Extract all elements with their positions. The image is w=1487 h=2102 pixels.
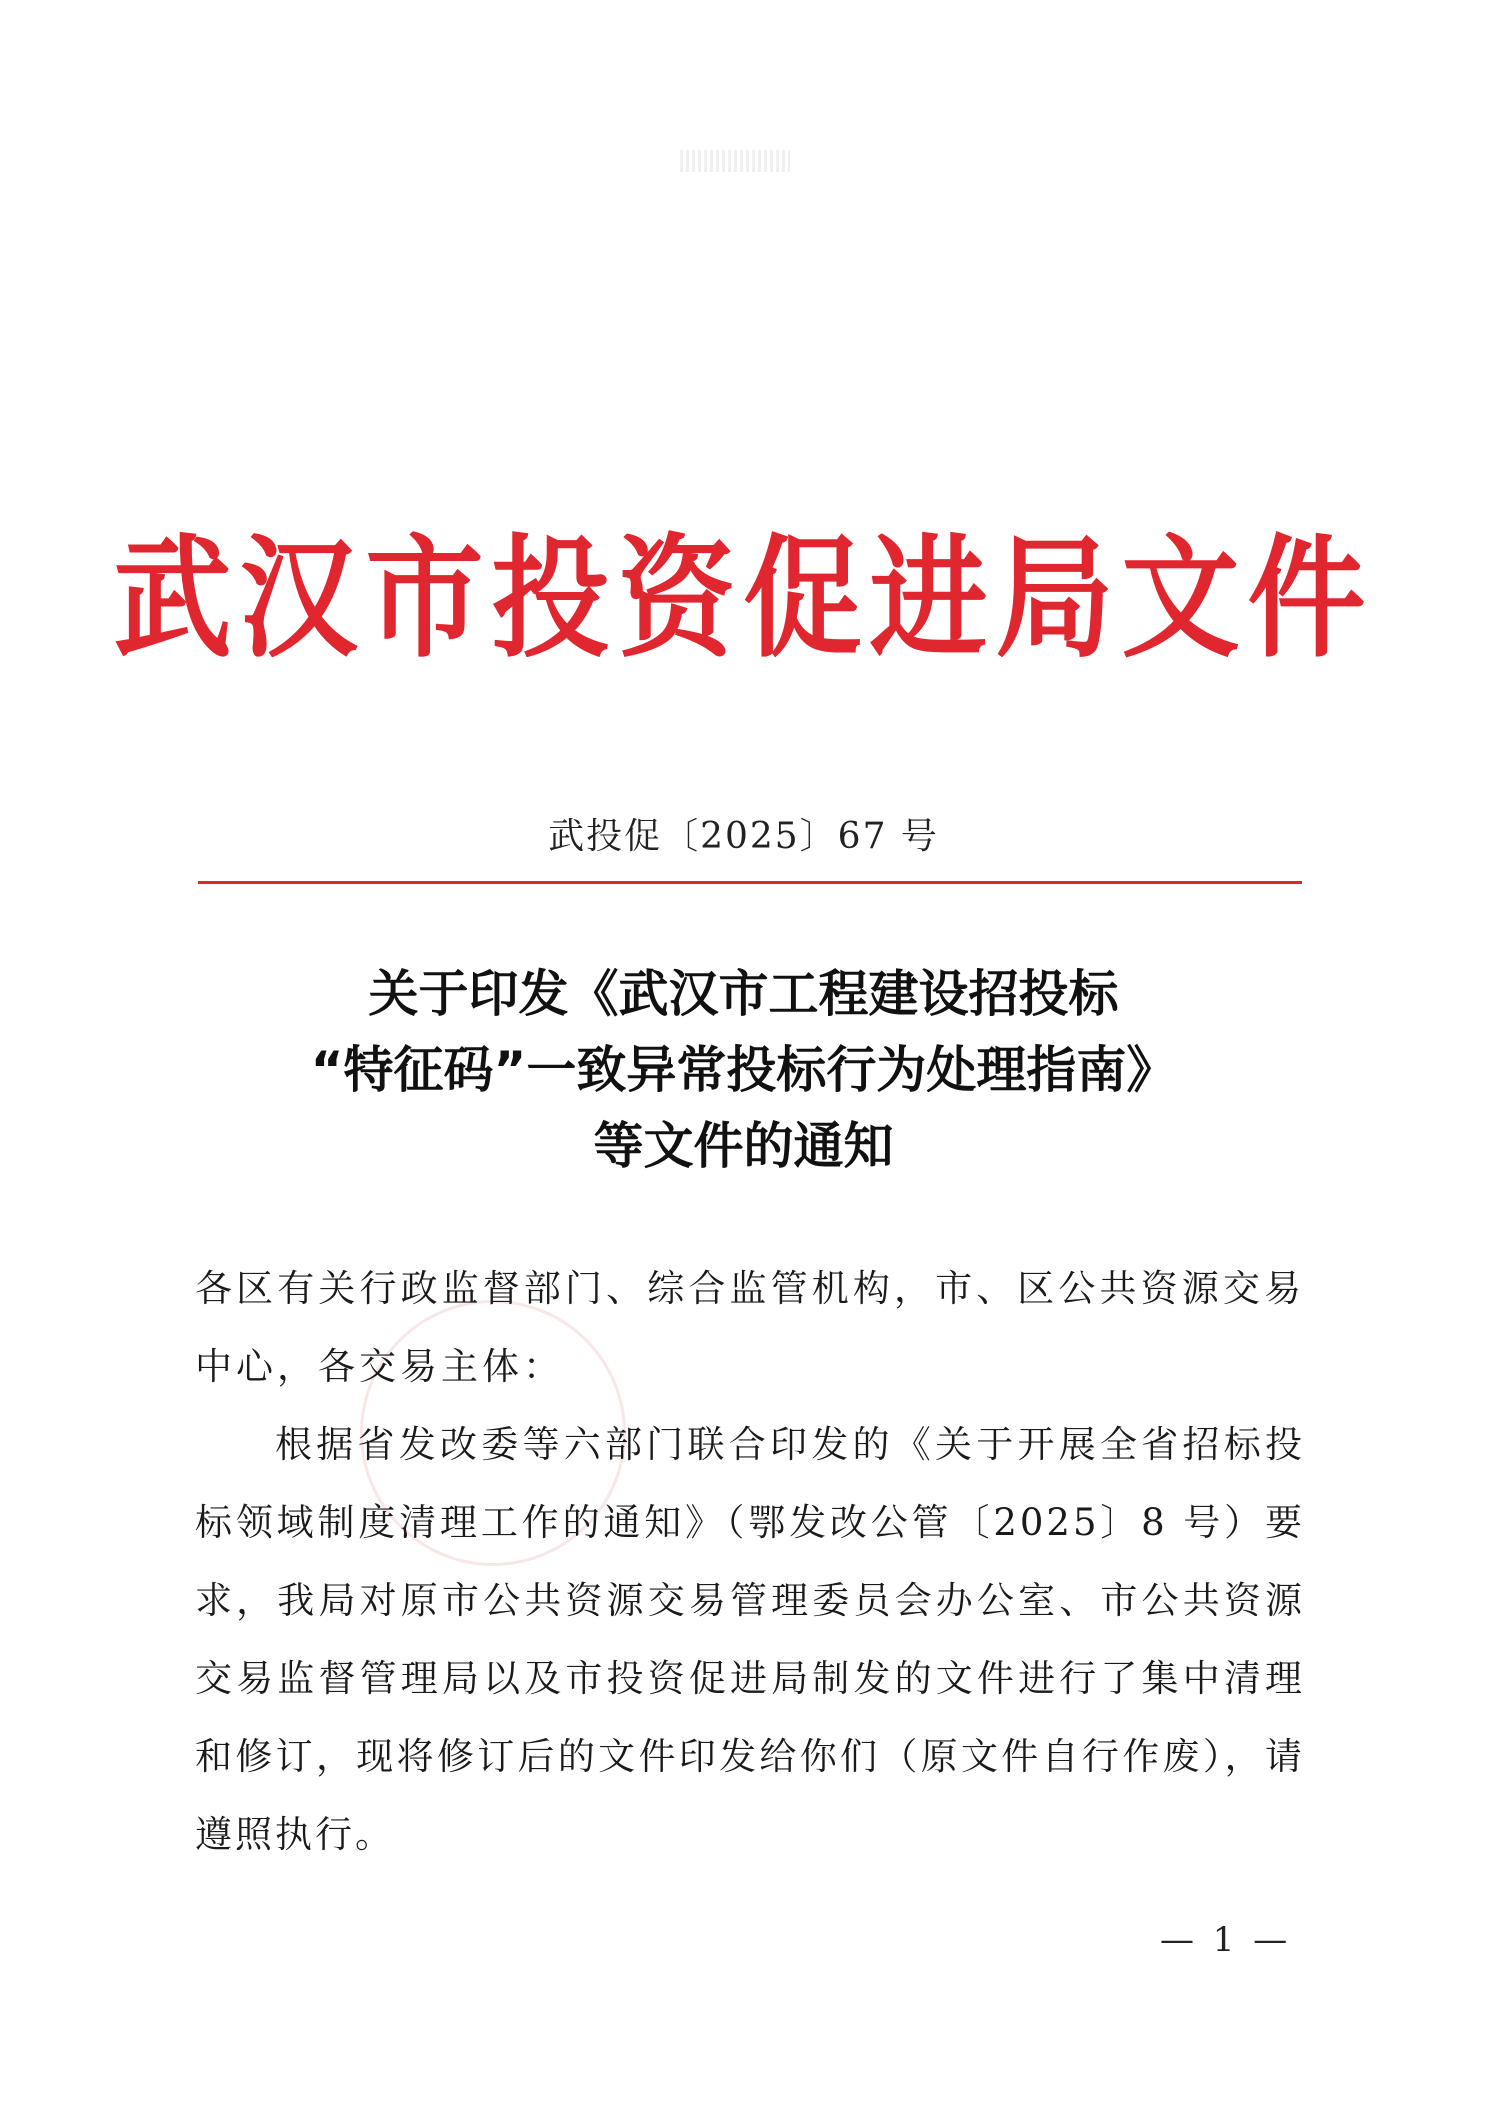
masthead-title: 武汉市投资促进局文件 bbox=[113, 521, 1374, 676]
scan-artifact bbox=[680, 150, 790, 172]
title-line-2: “特征码”一致异常投标行为处理指南》 bbox=[310, 1041, 1177, 1099]
title-line-1: 关于印发《武汉市工程建设招投标 bbox=[368, 965, 1119, 1023]
page-number: — 1 — bbox=[1160, 1920, 1292, 1960]
document-number: 武投促〔2025〕67 号 bbox=[548, 816, 939, 857]
title-line-3: 等文件的通知 bbox=[593, 1117, 894, 1175]
notice-title bbox=[0, 956, 1487, 1184]
salutation: 各区有关行政监督部门、综合监管机构，市、区公共资源交易中心，各交易主体： bbox=[195, 1267, 1305, 1388]
red-divider bbox=[198, 881, 1302, 884]
body-paragraph: 根据省发改委等六部门联合印发的《关于开展全省招标投标领域制度清理工作的通知》（鄂发改公管〔2025〕8 号）要求，我局对原市公共资源交易管理委员会办公室、市公共资源交易监督管理局以及市投资促进局制发的文件进行了集中清理和修订，现将修订后的文件印发给你们（原文件自行作废），请遵照执行。 bbox=[195, 1423, 1305, 1856]
